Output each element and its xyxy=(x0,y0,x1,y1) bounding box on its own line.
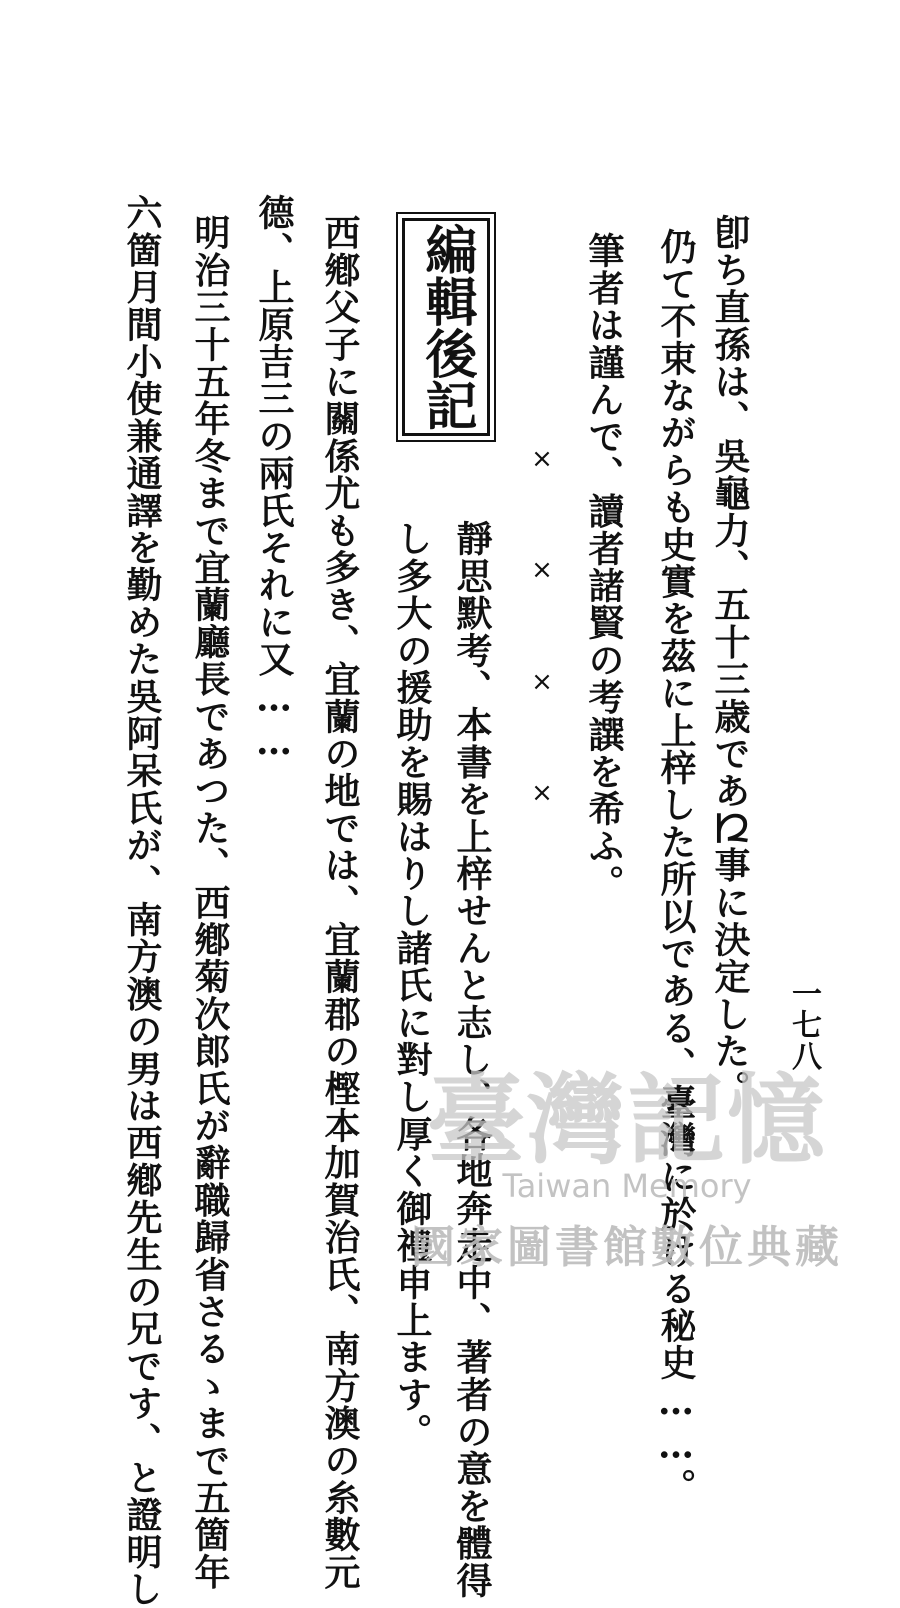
text-column-2: 仍て不束ながらも史實を茲に上梓した所以である、臺灣に於ける秘史……。 xyxy=(655,228,697,1505)
text-column-6: 西鄕父子に關係尤も多き、宜蘭の地では、宜蘭郡の樫本加賀治氏、南方澳の糸數元 xyxy=(319,214,361,1591)
separator-mark: × xyxy=(531,666,553,697)
watermark-title: 臺灣記憶 xyxy=(426,1063,827,1178)
text-column-4: 靜思默考、本書を上梓せんと志し、各地奔走中、著者の意を體得 xyxy=(451,520,493,1599)
separator-mark: × xyxy=(531,777,553,808)
text-column-8: 明治三十五年冬まで宜蘭廳長であつた、西鄕菊次郎氏が辭職歸省さるゝまで五箇年 xyxy=(189,214,231,1591)
heading-box xyxy=(402,218,490,436)
text-column-7: 德、上原吉三の兩氏それに又…… xyxy=(253,194,295,764)
section-heading: 編輯後記 xyxy=(416,223,477,431)
text-column-3: 筆者は謹んで、讀者諸賢の考譔を希ふ。 xyxy=(583,232,625,902)
watermark-english: Taiwan Memory xyxy=(502,1166,752,1205)
text-column-5: し多大の援助を賜はりし諸氏に對し厚く御禮申上ます。 xyxy=(391,520,433,1450)
separator-mark: × xyxy=(531,555,553,586)
section-separator xyxy=(522,446,562,806)
watermark-subtitle: 國家圖書館數位典藏 xyxy=(411,1221,843,1273)
text-column-1: 卽ち直孫は、吳龜力、五十三歳であ𛀁事に決定した。 xyxy=(709,214,751,1107)
page-number: 一七八 xyxy=(786,978,821,1072)
separator-mark: × xyxy=(531,444,553,474)
text-column-9: 六箇月間小使兼通譯を勤めた吳阿呆氏が、南方澳の男は西鄕先生の兄です、と證明し xyxy=(121,194,163,1608)
